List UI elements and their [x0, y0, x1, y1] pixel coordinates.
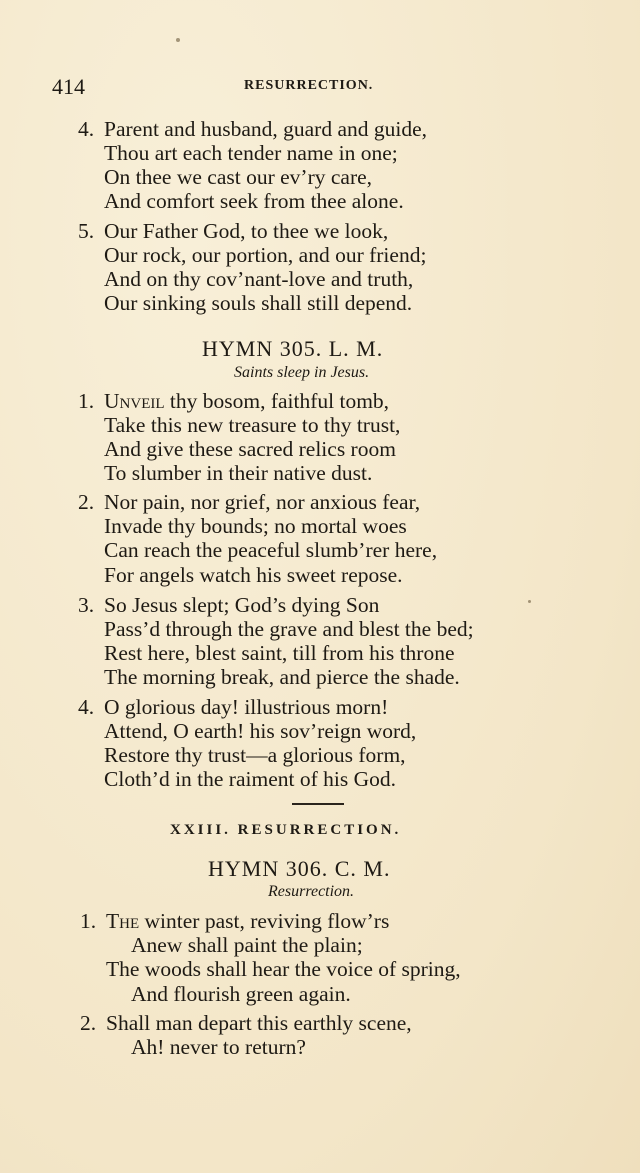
verse-line: The morning break, and pierce the shade.	[104, 665, 460, 689]
verse-line: So Jesus slept; God’s dying Son	[104, 593, 380, 617]
verse-line: And give these sacred relics room	[104, 437, 396, 461]
verse-line: Cloth’d in the raiment of his God.	[104, 767, 397, 791]
hymn-title: HYMN 305. L. M.	[202, 336, 384, 361]
page-header	[52, 74, 612, 102]
verse-line: Anew shall paint the plain;	[131, 933, 363, 957]
initial-word: Unveil	[104, 389, 165, 413]
verse-line: Take this new treasure to thy trust,	[104, 413, 401, 437]
stanza-number: 5.	[78, 219, 95, 243]
initial-word: The	[106, 909, 140, 933]
verse-line: O glorious day! illustrious morn!	[104, 695, 389, 719]
verse-line: Our Father God, to thee we look,	[104, 219, 389, 243]
verse-line: The winter past, reviving flow’rs	[106, 909, 390, 933]
stanza-number: 3.	[78, 593, 95, 617]
verse-line: Invade thy bounds; no mortal woes	[104, 514, 407, 538]
verse-line: Attend, O earth! his sov’reign word,	[104, 719, 417, 743]
stanza-number: 2.	[80, 1011, 97, 1035]
paper-spot	[528, 600, 531, 603]
verse-line: Restore thy trust—a glorious form,	[104, 743, 406, 767]
stanza-number: 4.	[78, 695, 95, 719]
verse-line: And comfort seek from thee alone.	[104, 189, 404, 213]
running-head: RESURRECTION.	[244, 78, 374, 93]
verse-line: And on thy cov’nant-love and truth,	[104, 267, 414, 291]
hymn-title: HYMN 306. C. M.	[208, 856, 391, 881]
verse-line: Ah! never to return?	[131, 1035, 306, 1059]
verse-line: On thee we cast our ev’ry care,	[104, 165, 373, 189]
verse-line: Our rock, our portion, and our friend;	[104, 243, 427, 267]
hymn-subtitle: Saints sleep in Jesus.	[234, 364, 370, 381]
verse-line: The woods shall hear the voice of spring,	[106, 957, 461, 981]
verse-line: Nor pain, nor grief, nor anxious fear,	[104, 490, 421, 514]
verse-line: Parent and husband, guard and guide,	[104, 117, 428, 141]
stanza-number: 1.	[78, 389, 95, 413]
section-divider	[292, 803, 344, 805]
verse-line: Rest here, blest saint, till from his throne	[104, 641, 455, 665]
verse-line: For angels watch his sweet repose.	[104, 563, 403, 587]
stanza-number: 2.	[78, 490, 95, 514]
verse-line: To slumber in their native dust.	[104, 461, 373, 485]
paper-spot	[176, 38, 180, 42]
hymn-subtitle: Resurrection.	[268, 883, 355, 900]
section-heading: XXIII. RESURRECTION.	[170, 822, 402, 838]
verse-line: Unveil thy bosom, faithful tomb,	[104, 389, 390, 413]
verse-line: Can reach the peaceful slumb’rer here,	[104, 538, 438, 562]
verse-line: Shall man depart this earthly scene,	[106, 1011, 412, 1035]
verse-line: Pass’d through the grave and blest the bed;	[104, 617, 474, 641]
stanza-number: 1.	[80, 909, 97, 933]
verse-line: Our sinking souls shall still depend.	[104, 291, 413, 315]
verse-line: Thou art each tender name in one;	[104, 141, 398, 165]
verse-line: And flourish green again.	[131, 982, 351, 1006]
stanza-number: 4.	[78, 117, 95, 141]
page-number: 414	[52, 74, 85, 99]
